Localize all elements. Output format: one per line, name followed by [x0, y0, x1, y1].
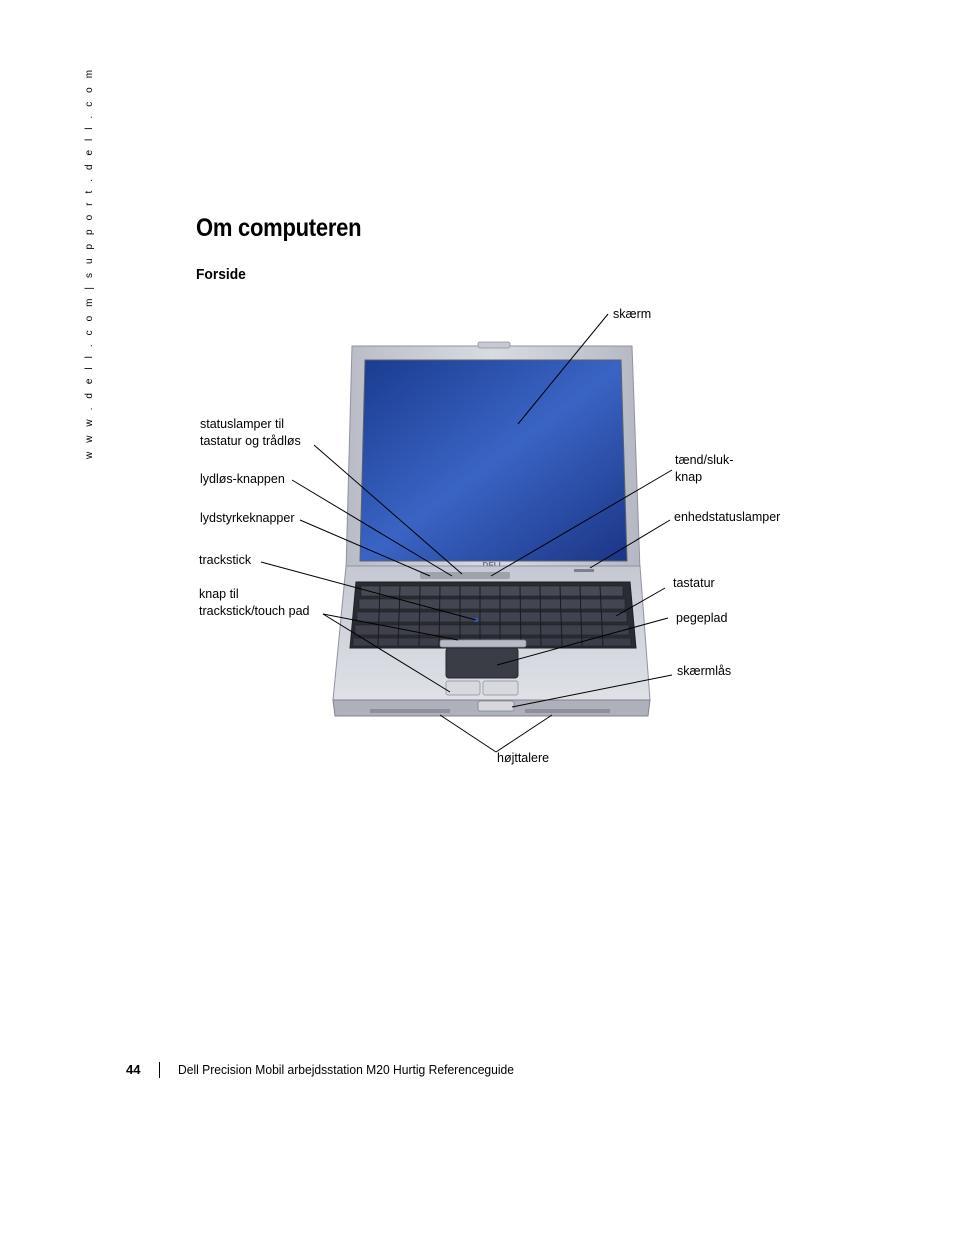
callout-mute: lydløs-knappen — [200, 472, 285, 486]
trackstick-buttons-shape — [440, 640, 526, 647]
status-led-strip — [574, 569, 594, 572]
page-number: 44 — [126, 1062, 141, 1077]
callout-touchpad: pegeplad — [676, 611, 728, 625]
callout-trackstick-buttons: knap til trackstick/touch pad — [199, 587, 310, 618]
callout-status-keyboard: statuslamper til tastatur og trådløs — [200, 417, 301, 448]
callout-display-latch: skærmlås — [677, 664, 732, 678]
leader-speaker-2 — [496, 715, 552, 752]
side-url-text: w w w . d e l l . c o m | s u p p o r t . d e l l . c o m — [84, 66, 95, 459]
laptop-screen — [360, 360, 627, 561]
callout-keyboard: tastatur — [673, 576, 715, 590]
speaker-grille-left — [370, 709, 450, 713]
touchpad-shape — [446, 648, 518, 678]
callout-screen: skærm — [613, 307, 652, 321]
section-title: Forside — [196, 266, 246, 283]
speaker-grille-right — [525, 709, 610, 713]
footer-title: Dell Precision Mobil arbejdsstation M20 Hurtig Referenceguide — [178, 1062, 515, 1077]
callout-device-status: enhedstatuslamper — [674, 510, 781, 524]
touchpad-button-right — [483, 681, 518, 695]
page-title: Om computeren — [196, 214, 362, 242]
display-latch-shape — [478, 701, 514, 711]
callout-trackstick: trackstick — [199, 553, 252, 567]
touchpad-button-left — [446, 681, 480, 695]
footer-separator — [159, 1062, 160, 1078]
callout-speakers: højttalere — [497, 751, 550, 765]
callout-volume: lydstyrkeknapper — [200, 511, 295, 525]
lid-latch-top — [478, 342, 510, 348]
callout-power: tænd/sluk- knap — [675, 453, 734, 484]
leader-speaker-1 — [440, 715, 496, 752]
